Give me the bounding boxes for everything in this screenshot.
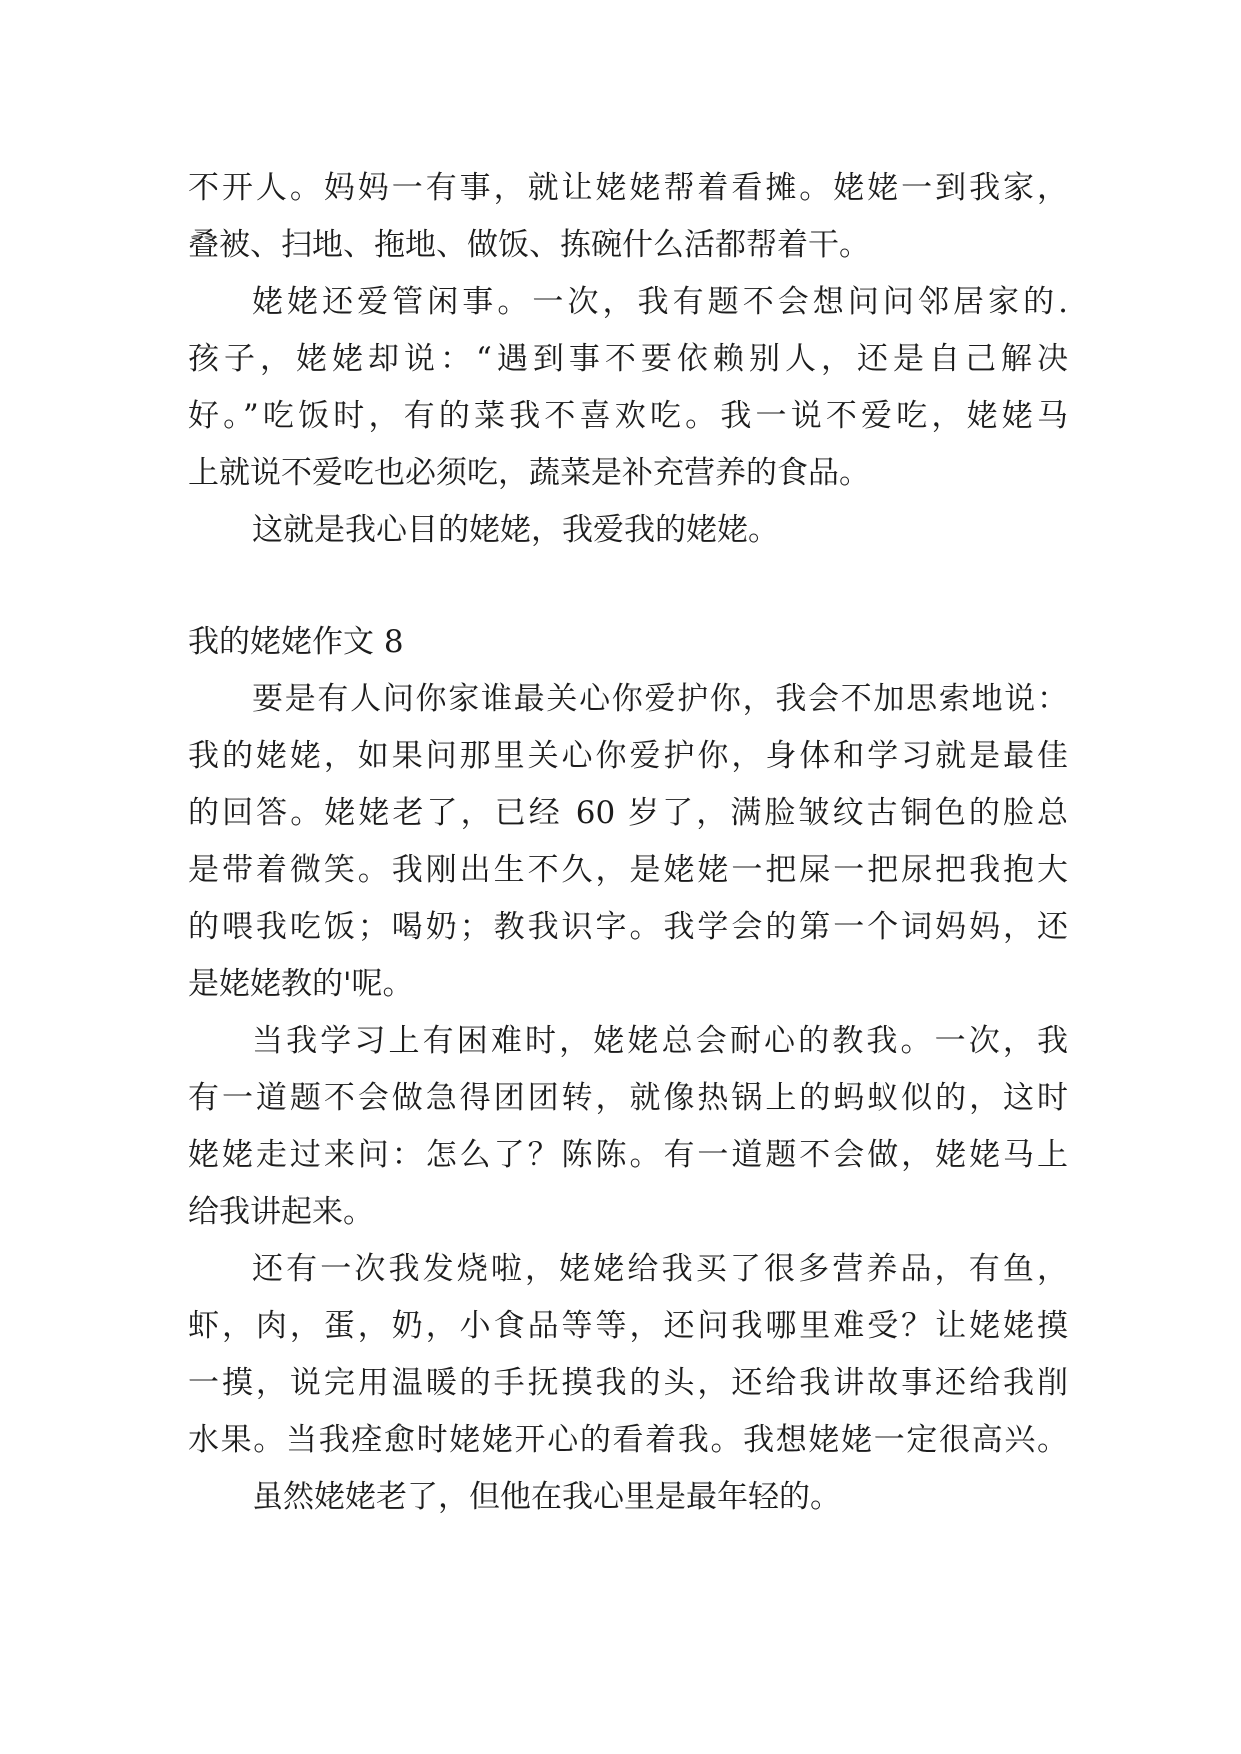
text-line: 上就说不爱吃也必须吃，蔬菜是补充营养的食品。 <box>188 455 870 491</box>
text-line: 水果。当我痊愈时姥姥开心的看着我。我想姥姥一定很高兴。 <box>188 1422 1068 1458</box>
text-line: 给我讲起来。 <box>188 1194 374 1230</box>
text-line: 要是有人问你家谁最关心你爱护你，我会不加思索地说： <box>252 681 1068 717</box>
text-line: 我的姥姥，如果问那里关心你爱护你，身体和学习就是最佳 <box>188 738 1068 774</box>
text-line: 好。”吃饭时，有的菜我不喜欢吃。我一说不爱吃，姥姥马 <box>188 398 1068 434</box>
text-line: 是姥姥教的'呢。 <box>188 966 414 1002</box>
text-line: 一摸，说完用温暖的手抚摸我的头，还给我讲故事还给我削 <box>188 1365 1068 1401</box>
text-line: 有一道题不会做急得团团转，就像热锅上的蚂蚁似的，这时 <box>188 1080 1068 1116</box>
text-line: 这就是我心目的姥姥，我爱我的姥姥。 <box>252 512 779 548</box>
section-heading: 我的姥姥作文 8 <box>188 624 404 660</box>
text-line: 叠被、扫地、拖地、做饭、拣碗什么活都帮着干。 <box>188 227 870 263</box>
text-line: 还有一次我发烧啦，姥姥给我买了很多营养品，有鱼， <box>252 1251 1068 1287</box>
text-line: 不开人。妈妈一有事，就让姥姥帮着看摊。姥姥一到我家， <box>188 170 1068 206</box>
text-line: 是带着微笑。我刚出生不久，是姥姥一把屎一把尿把我抱大 <box>188 852 1068 888</box>
text-line: 的喂我吃饭；喝奶；教我识字。我学会的第一个词妈妈，还 <box>188 909 1068 945</box>
text-line: 姥姥走过来问：怎么了？陈陈。有一道题不会做，姥姥马上 <box>188 1137 1068 1173</box>
text-line: 当我学习上有困难时，姥姥总会耐心的教我。一次，我 <box>252 1023 1068 1059</box>
text-line: 虾，肉，蛋，奶，小食品等等，还问我哪里难受？让姥姥摸 <box>188 1308 1068 1344</box>
text-line: 的回答。姥姥老了，已经 60 岁了，满脸皱纹古铜色的脸总 <box>188 795 1068 831</box>
text-line: 虽然姥姥老了，但他在我心里是最年轻的。 <box>252 1479 841 1515</box>
text-line: 姥姥还爱管闲事。一次，我有题不会想问问邻居家的. <box>252 284 1068 320</box>
text-line: 孩子，姥姥却说：“遇到事不要依赖别人，还是自己解决 <box>188 341 1068 377</box>
